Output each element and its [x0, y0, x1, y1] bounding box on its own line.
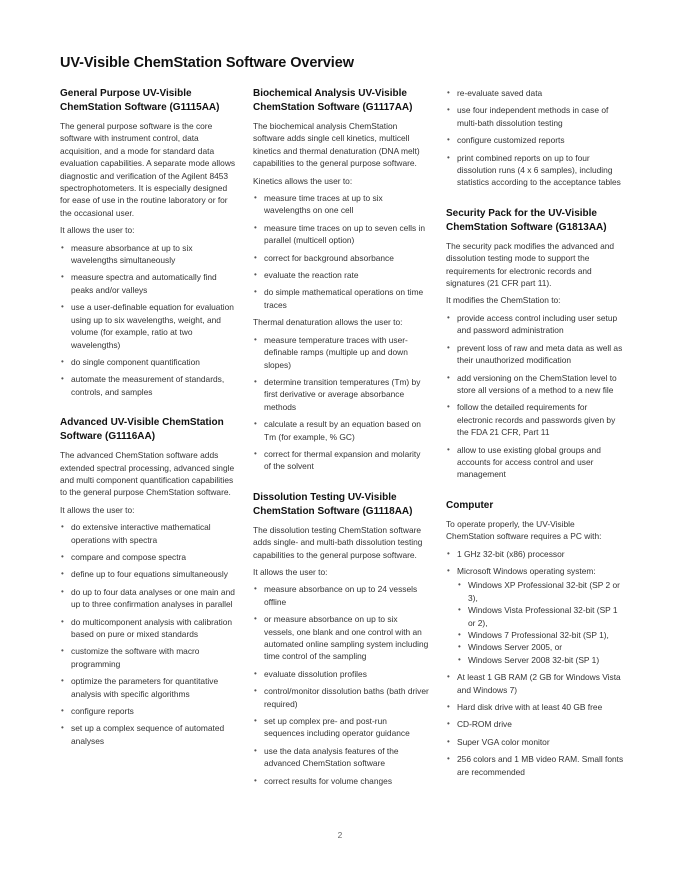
- list-item: • automate the measurement of standards, controls, and samples: [60, 373, 236, 398]
- dissolution-section: [253, 491, 429, 787]
- thermal-list: [253, 334, 429, 473]
- list-item: • do extensive interactive mathematical operations with spectra: [60, 521, 236, 546]
- list-item: • set up complex pre- and post-run sequences including operator guidance: [253, 715, 429, 740]
- list-item: • compare and compose spectra: [60, 551, 236, 563]
- list-item: • control/monitor dissolution baths (bath driver required): [253, 685, 429, 710]
- advanced-list: [60, 521, 236, 747]
- column-3: [446, 87, 624, 783]
- security-heading: Security Pack for the UV-Visible ChemStation Software (G1813AA): [446, 207, 607, 233]
- general-purpose-heading: General Purpose UV-Visible ChemStation Software (G1115AA): [60, 88, 220, 113]
- biochemical-intro: The biochemical analysis ChemStation software adds single cell kinetics, multicell kinetics and thermal denaturation (DNA melt) capabilities to the general purpose software.: [253, 121, 420, 169]
- list-item: • define up to four equations simultaneously: [60, 568, 236, 580]
- list-item: • customize the software with macro programming: [60, 645, 236, 670]
- general-purpose-section: [60, 87, 236, 398]
- list-item: • allow to use existing global groups and accounts for access control and user management: [446, 444, 624, 481]
- list-item: • or measure absorbance on up to six vessels, one blank and one control with an automated online sampling system including time control of the sampling: [253, 613, 429, 663]
- list-item: • measure time traces at up to six wavelengths on one cell: [253, 192, 429, 217]
- general-purpose-list: [60, 242, 236, 398]
- advanced-allows: It allows the user to:: [60, 504, 135, 515]
- list-item: • configure reports: [60, 705, 236, 717]
- list-item: • provide access control including user setup and password administration: [446, 312, 624, 337]
- list-item: • evaluate the reaction rate: [253, 269, 429, 281]
- os-item: • Windows Vista Professional 32-bit (SP 1 or 2),: [457, 604, 624, 629]
- list-item: • re-evaluate saved data: [446, 87, 624, 99]
- kinetics-label: Kinetics allows the user to:: [253, 175, 353, 186]
- kinetics-list: [253, 192, 429, 311]
- list-item: • determine transition temperatures (Tm) by first derivative or average absorbance methods: [253, 376, 429, 413]
- list-item: • use the data analysis features of the advanced ChemStation software: [253, 745, 429, 770]
- dissolution-list-continued: [446, 87, 624, 189]
- list-item: • do up to four data analyses or one main and up to three confirmation analyses in parallel: [60, 586, 236, 611]
- list-item: • measure time traces on up to seven cells in parallel (multicell option): [253, 222, 429, 247]
- list-item: • print combined reports on up to four dissolution runs (4 x 6 samples), including statistics according to the acceptance tables: [446, 152, 624, 189]
- list-item: • set up a complex sequence of automated analyses: [60, 722, 236, 747]
- list-item: • do multicomponent analysis with calibration based on pure or mixed standards: [60, 616, 236, 641]
- list-item: • optimize the parameters for quantitative analysis with specific algorithms: [60, 675, 236, 700]
- dissolution-allows: It allows the user to:: [253, 566, 328, 577]
- list-item: • calculate a result by an equation based on Tm (for example, % GC): [253, 418, 429, 443]
- dissolution-heading: Dissolution Testing UV-Visible ChemStation Software (G1118AA): [253, 491, 413, 517]
- page-title: UV-Visible ChemStation Software Overview: [60, 55, 354, 71]
- thermal-label: Thermal denaturation allows the user to:: [253, 317, 403, 328]
- list-item: • 256 colors and 1 MB video RAM. Small fonts are recommended: [446, 753, 624, 778]
- list-item: • use a user-definable equation for evaluation using up to six wavelengths, weight, and volume (for example, ratio at two wavelengths): [60, 301, 236, 351]
- list-item: • configure customized reports: [446, 134, 624, 146]
- column-1: [60, 87, 236, 752]
- list-item: • At least 1 GB RAM (2 GB for Windows Vista and Windows 7): [446, 671, 624, 696]
- os-list: [457, 579, 624, 666]
- advanced-intro: The advanced ChemStation software adds extended spectral processing, advanced single and multi component quantification capabilities to the general purpose ChemStation software.: [60, 450, 235, 498]
- list-item: • add versioning on the ChemStation level to store all versions of a method to a new file: [446, 372, 624, 397]
- list-item: • measure absorbance at up to six wavelengths simultaneously: [60, 242, 236, 267]
- list-item: • measure spectra and automatically find peaks and/or valleys: [60, 271, 236, 296]
- list-item: • do simple mathematical operations on time traces: [253, 286, 429, 311]
- advanced-section: [60, 416, 236, 747]
- list-item: • prevent loss of raw and meta data as well as their unauthorized modification: [446, 342, 624, 367]
- general-purpose-intro: The general purpose software is the core software with instrument control, data acquisition, and a mode for standard data evaluation capabilities. A separate mode allows diagnostic and verification of the Agilent 8453 spectrophotometers. It is especially designed for ease of use in the routine laboratory or for the occasional user.: [60, 121, 236, 218]
- list-item: • CD-ROM drive: [446, 718, 624, 730]
- general-purpose-allows: It allows the user to:: [60, 225, 135, 236]
- os-item: • Windows Server 2008 32-bit (SP 1): [457, 654, 624, 666]
- list-item: • follow the detailed requirements for electronic records and passwords given by the FDA 21 CFR, Part 11: [446, 401, 624, 438]
- list-item: • evaluate dissolution profiles: [253, 668, 429, 680]
- security-modifies: It modifies the ChemStation to:: [446, 295, 561, 306]
- list-item: • Super VGA color monitor: [446, 736, 624, 748]
- security-section: [446, 207, 624, 481]
- computer-heading: Computer: [446, 499, 494, 511]
- security-intro: The security pack modifies the advanced and dissolution testing mode to support the requirements for electronic records and signatures (21 CFR part 11).: [446, 240, 615, 289]
- list-item: • use four independent methods in case of multi-bath dissolution testing: [446, 104, 624, 129]
- os-label: Microsoft Windows operating system:: [457, 565, 596, 576]
- dissolution-list: [253, 583, 429, 787]
- advanced-heading: Advanced UV-Visible ChemStation Software (G1116AA): [60, 417, 224, 443]
- list-item: • measure absorbance on up to 24 vessels offline: [253, 583, 429, 608]
- column-2: [253, 87, 429, 792]
- list-item: • correct results for volume changes: [253, 775, 429, 787]
- computer-list: [446, 548, 624, 779]
- list-item-os: [446, 565, 624, 666]
- os-item: • Windows 7 Professional 32-bit (SP 1),: [457, 629, 624, 641]
- page-number: 2: [337, 830, 343, 840]
- list-item: • correct for thermal expansion and molarity of the solvent: [253, 448, 429, 473]
- dissolution-intro: The dissolution testing ChemStation software adds single- and multi-bath dissolution testing capabilities to the general purpose software.: [253, 524, 423, 560]
- os-item: • Windows XP Professional 32-bit (SP 2 or 3),: [457, 579, 624, 604]
- list-item: • correct for background absorbance: [253, 252, 429, 264]
- computer-intro: To operate properly, the UV-Visible ChemStation software requires a PC with:: [446, 518, 602, 542]
- biochemical-section: [253, 87, 429, 473]
- security-list: [446, 312, 624, 481]
- computer-section: [446, 499, 624, 778]
- list-item: • Hard disk drive with at least 40 GB free: [446, 701, 624, 713]
- list-item: • 1 GHz 32-bit (x86) processor: [446, 548, 624, 560]
- os-item: • Windows Server 2005, or: [457, 641, 624, 653]
- list-item: • measure temperature traces with user-definable ramps (multiple up and down slopes): [253, 334, 429, 371]
- list-item: • do single component quantification: [60, 356, 236, 368]
- biochemical-heading: Biochemical Analysis UV-Visible ChemStation Software (G1117AA): [253, 88, 413, 113]
